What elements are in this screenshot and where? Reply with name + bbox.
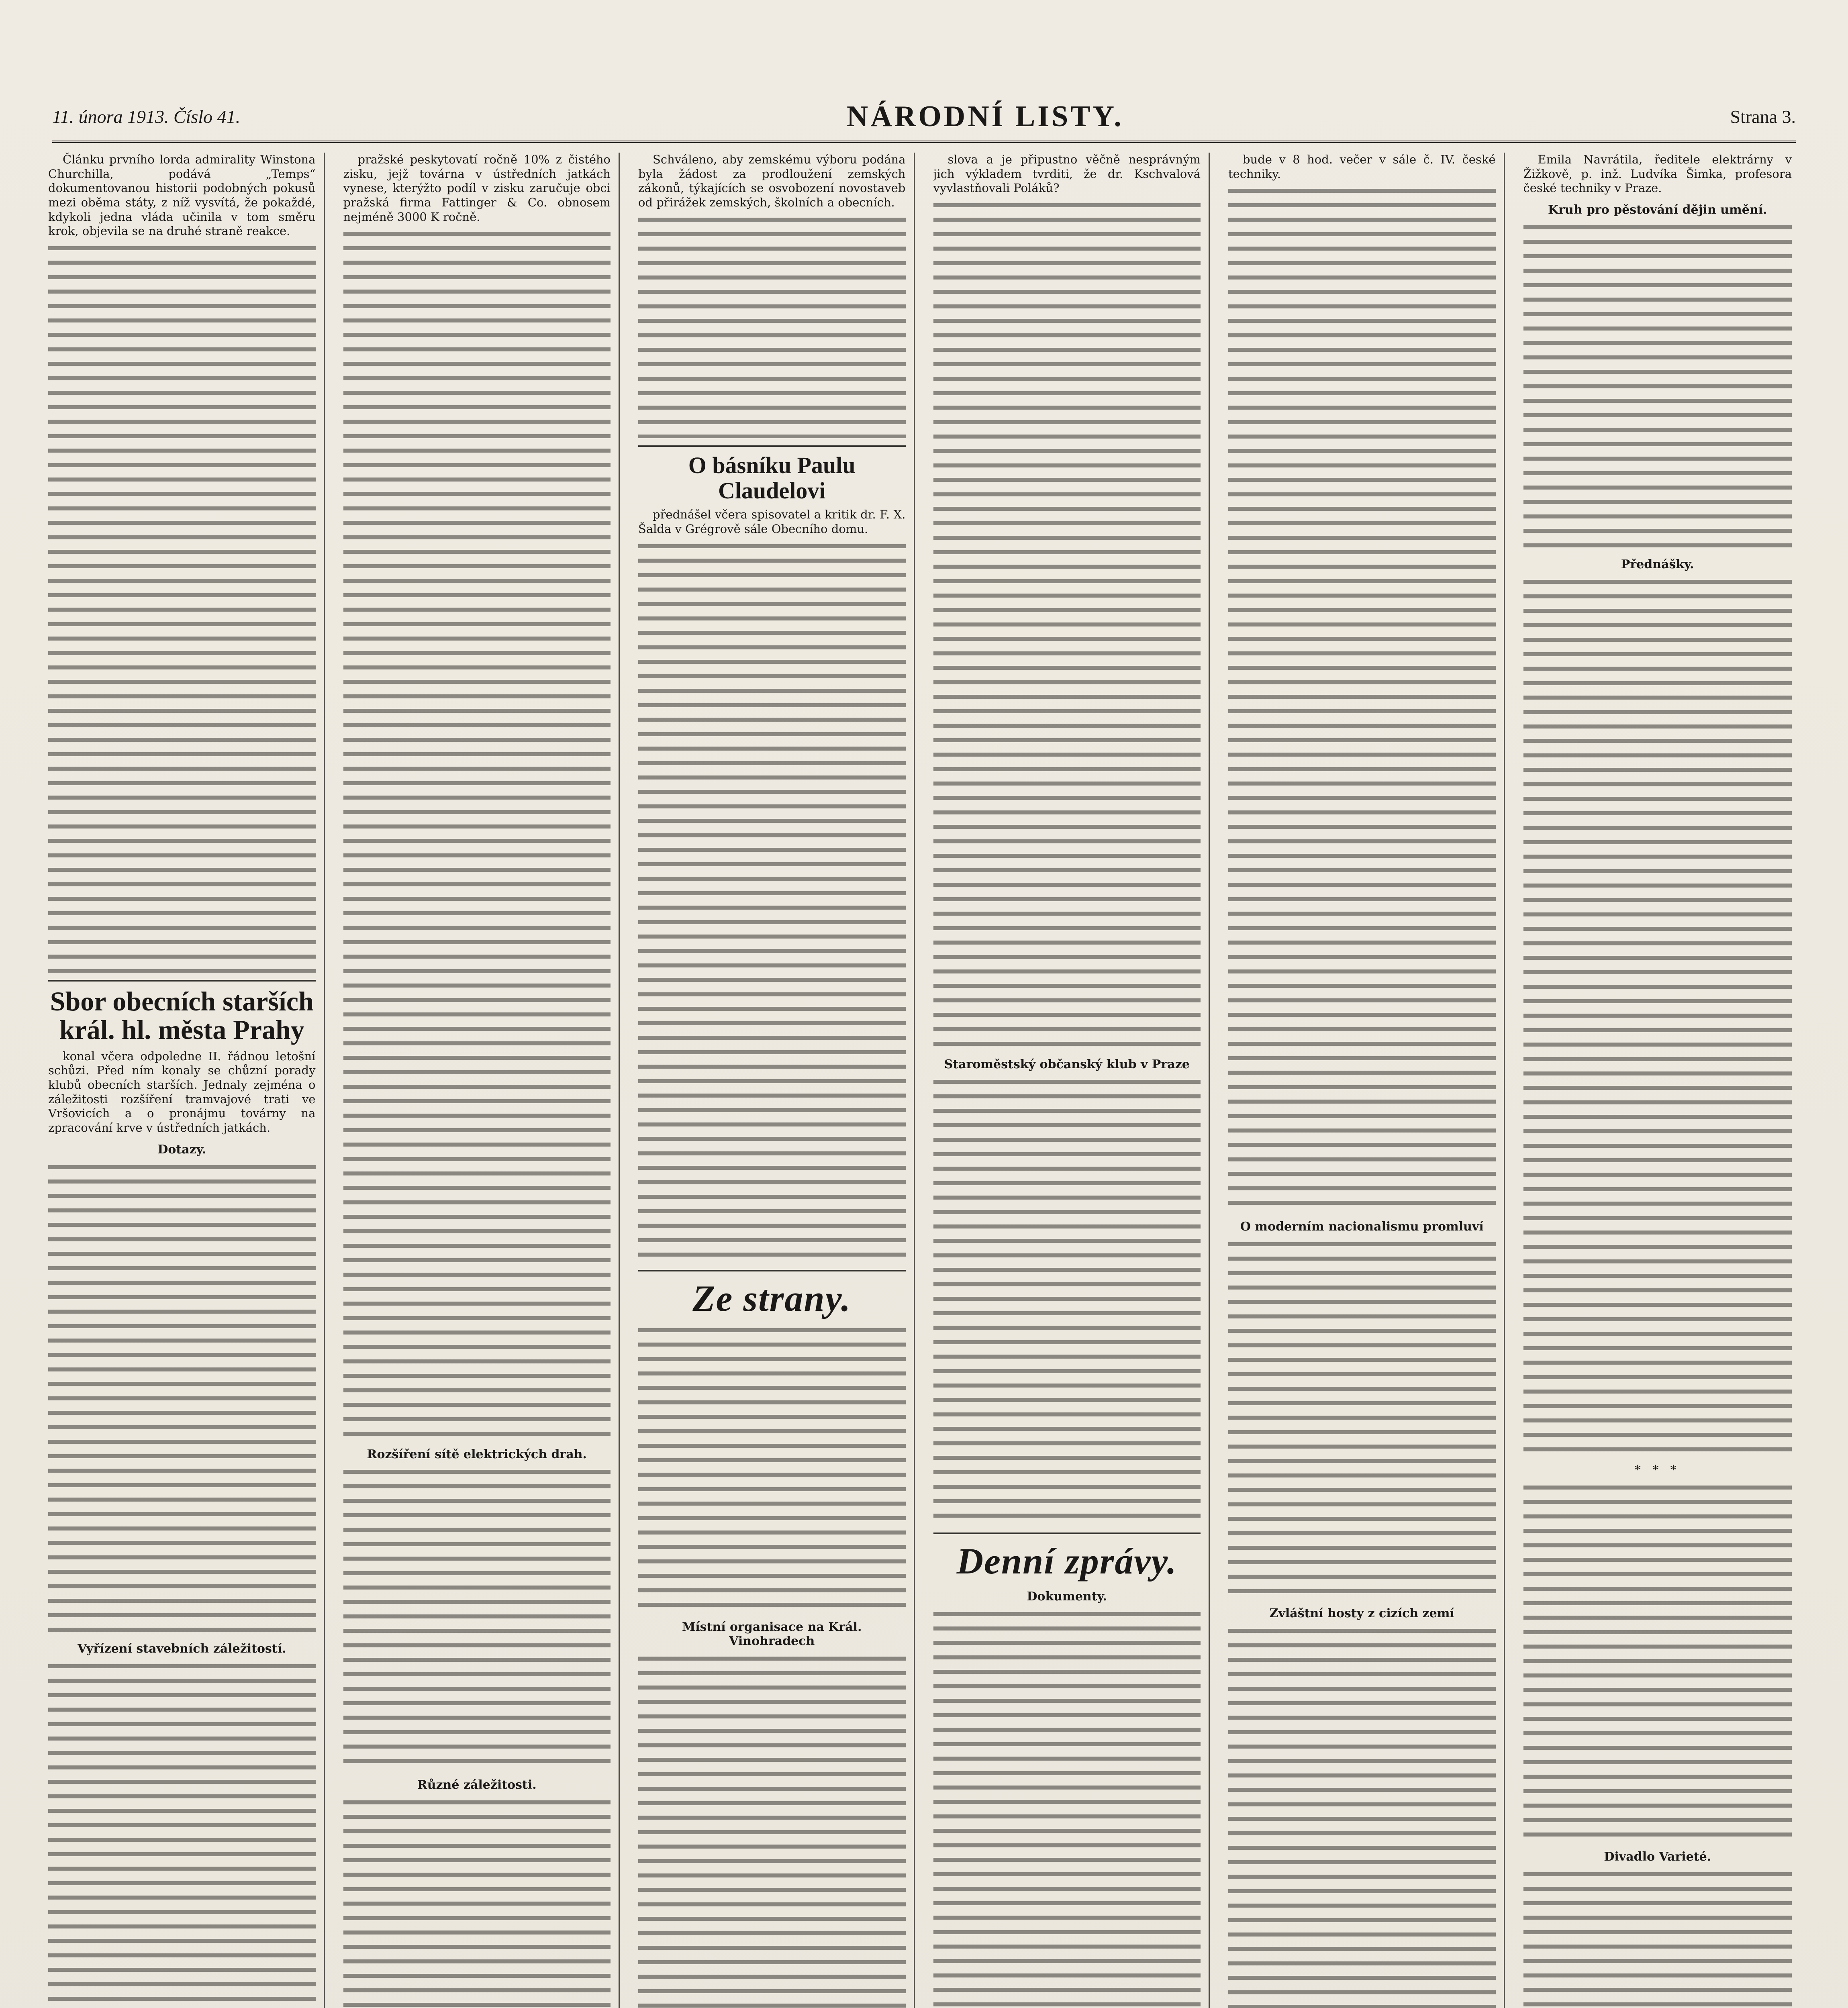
section-subhead: Kruh pro pěstování dějin umění. (1548, 202, 1767, 217)
text-block (343, 1465, 611, 1771)
text-block (638, 1324, 906, 1613)
divider (933, 1533, 1201, 1534)
section-subhead: Vyřízení stavebních záležitostí. (77, 1641, 286, 1656)
masthead (52, 92, 1796, 143)
section-separator: * * * (1634, 1463, 1681, 1477)
article-text: pražské peskytovatí ročně 10% z čistého zisku, jejž továrna v ústředních jatkách vynese, kterýžto podíl v zisku zaručuje obci pražská firma Fattinger & Co. obnosem nejméně 3000 K ročně. (343, 153, 611, 224)
text-block (1228, 1624, 1496, 2008)
article-text: slova a je připustno věčně nesprávným jich výkladem tvrditi, že dr. Kschvalová vyvlastňovali Poláků? (933, 153, 1201, 195)
page-number: Strana 3. (1730, 106, 1796, 127)
text-block (638, 213, 906, 438)
article-text: bude v 8 hod. večer v sále č. IV. české techniky. (1228, 153, 1496, 181)
article-text: Schváleno, aby zemskému výboru podána byla žádost za prodloužení zemských zákonů, týkajících se osvobození novostaveb od přirážek zemských, školních a obecních. (638, 153, 906, 209)
text-block (1228, 1238, 1496, 1599)
text-block (1523, 1481, 1792, 1843)
section-subhead: Dokumenty. (1027, 1589, 1107, 1604)
text-block (1228, 184, 1496, 1212)
text-block (638, 540, 906, 1263)
article-text: přednášel včera spisovatel a kritik dr. F. X. Šalda v Grégrově sále Obecního domu. (638, 508, 906, 536)
article-headline: Sbor obecních starších král. hl. města Prahy (50, 986, 314, 1045)
divider (638, 1270, 906, 1271)
text-block (1523, 221, 1792, 550)
section-subhead: Staroměstský občanský klub v Praze (944, 1057, 1190, 1071)
text-block (1523, 575, 1792, 1459)
section-subhead: Místní organisace na Král. Vinohradech (682, 1620, 862, 1648)
newspaper-title: NÁRODNÍ LISTY. (846, 100, 1124, 133)
text-block (933, 199, 1201, 1050)
section-subhead: Rozšíření sítě elektrických drah. (367, 1447, 587, 1462)
text-block (48, 1660, 316, 2008)
date-issue: 11. února 1913. Číslo 41. (52, 106, 241, 127)
section-headline: Ze strany. (692, 1277, 852, 1319)
divider (48, 980, 316, 982)
divider (638, 445, 906, 447)
section-headline: Denní zprávy. (956, 1540, 1177, 1582)
text-block (343, 1796, 611, 2008)
section-subhead: Různé záležitosti. (417, 1778, 537, 1792)
section-subhead: O moderním nacionalismu promluví (1240, 1220, 1484, 1234)
section-subhead: Dotazy. (157, 1142, 206, 1157)
article-text: konal včera odpoledne II. řádnou letošní schůzi. Před ním konaly se chůzní porady klubů obecních starších. Jednaly zejména o záležitosti rozšíření tramvajové trati ve Vršovicích a o pronájmu továrny na zpracování krve v ústředních jatkách. (48, 1049, 316, 1135)
text-block (638, 1652, 906, 2008)
section-subhead: Zvláštní hosty z cizích zemí (1269, 1606, 1454, 1621)
text-block (48, 242, 316, 973)
section-subhead: Přednášky. (1621, 557, 1694, 571)
column-5 (1228, 153, 1505, 2008)
text-block (343, 227, 611, 1440)
text-block (933, 1608, 1201, 2008)
article-headline: O básníku Paulu Claudelovi (688, 452, 856, 504)
column-1 (48, 153, 325, 2008)
section-subhead: Divadlo Varieté. (1604, 1849, 1711, 1864)
text-block (933, 1075, 1201, 1525)
article-text: Emila Navrátila, ředitele elektrárny v Žižkově, p. inž. Ludvíka Šimka, profesora české techniky v Praze. (1523, 153, 1792, 195)
text-block (48, 1161, 316, 1635)
text-block (1523, 1868, 1792, 2008)
column-4 (933, 153, 1210, 2008)
column-6 (1523, 153, 1800, 2008)
column-3 (638, 153, 915, 2008)
article-text: Článku prvního lorda admirality Winstona Churchilla, podává „Temps“ dokumentovanou historii podobných pokusů mezi oběma státy, z níž vysvítá, že pokaždé, kdykoli jedna vláda učinila v tom směru krok, objevila se na druhé straně reakce. (48, 153, 316, 238)
column-2 (343, 153, 620, 2008)
columns (48, 153, 1800, 2008)
